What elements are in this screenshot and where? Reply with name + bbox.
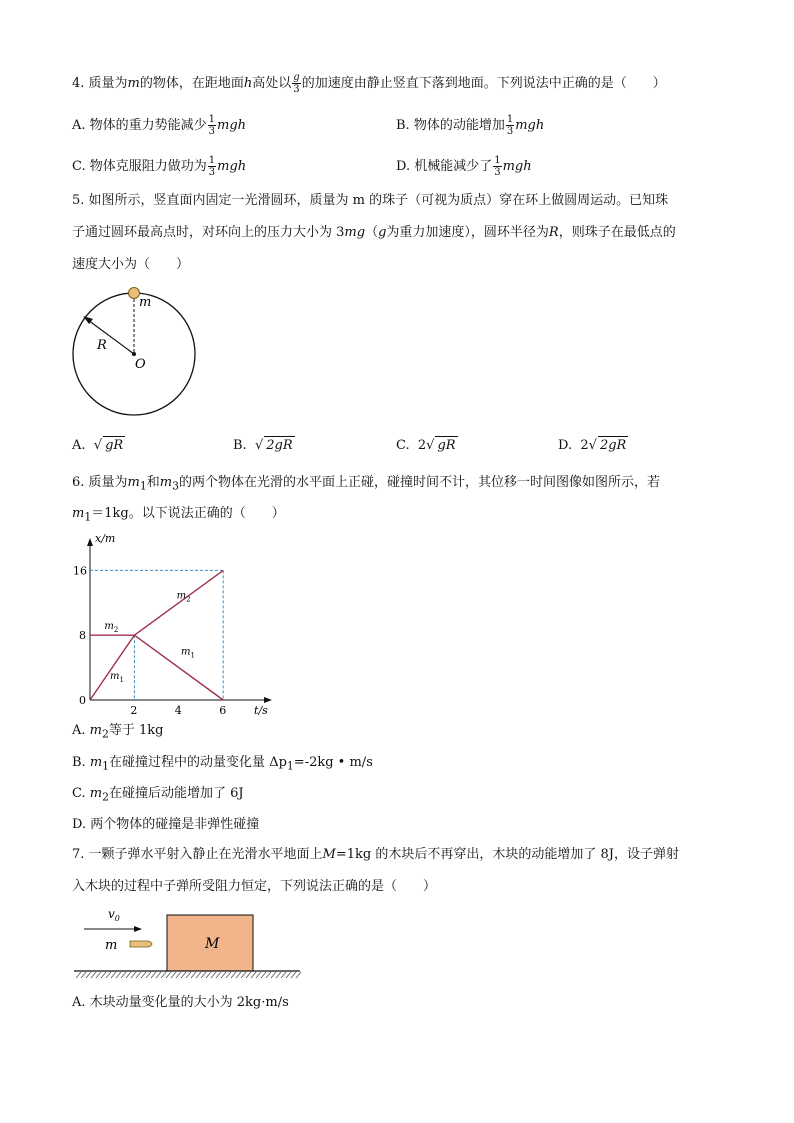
series-label-m2: $m_2$ (176, 590, 191, 604)
fraction-g-over-3: $\frac{g}{3}$ (293, 72, 300, 95)
hatch-stroke (186, 972, 191, 978)
radius-arrow (88, 320, 134, 354)
q7-stem-line1: 7. 一颗子弹水平射入静止在光滑水平地面上M=1kg 的木块后不再穿出，木块的动能增加了 8J，设子弹射 (72, 847, 679, 862)
q5-stem-line2: 子通过圆环最高点时，对环向上的压力大小为 3mg（g为重力加速度），圆环半径为R，则珠子在最低点的 (72, 225, 676, 240)
hatch-stroke (146, 972, 151, 978)
position-time-chart (72, 530, 282, 715)
series-label-m1: $m_1$ (109, 670, 124, 684)
q4-option-b[interactable]: B. 物体的动能增加 $\frac{1}{3}$ mgh (396, 114, 545, 137)
q5-option-a[interactable]: A. √ gR (72, 438, 124, 453)
bead (129, 288, 140, 299)
hatch-stroke (171, 972, 176, 978)
q5-stem-line3: 速度大小为（ ） (72, 257, 190, 272)
q6-stem-line2: $m_1=1kg$。以下说法正确的（ ） (72, 506, 285, 524)
q6-option-b[interactable]: B. $m_1$在碰撞过程中的动量变化量 $\Delta p_1=-2kg$ • m/s (72, 755, 373, 773)
q4-stem: 4. 质量为m的物体，在距地面h高处以 $\frac{g}{3}$ 的加速度由静止竖直下落到地面。下列说法中正确的是（ ） (72, 72, 666, 95)
hatch-stroke (126, 972, 131, 978)
hatch-stroke (201, 972, 206, 978)
block-label: M (205, 936, 220, 952)
hatch-stroke (216, 972, 221, 978)
q5-option-b[interactable]: B. √ 2gR (233, 438, 293, 453)
hatch-stroke (206, 972, 211, 978)
y-axis-arrowhead (87, 538, 93, 546)
hatch-stroke (236, 972, 241, 978)
hatch-stroke (96, 972, 101, 978)
hatch-stroke (251, 972, 256, 978)
hatch-stroke (211, 972, 216, 978)
hatch-stroke (296, 972, 301, 978)
bullet-block-figure (70, 904, 310, 980)
hatch-stroke (151, 972, 156, 978)
q4-option-a[interactable]: A. 物体的重力势能减少 $\frac{1}{3}$ mgh (72, 114, 247, 137)
x-tick-label: 0 (79, 694, 86, 707)
series-line-m1 (90, 635, 223, 700)
hatch-stroke (116, 972, 121, 978)
q6-option-d[interactable]: D. 两个物体的碰撞是非弹性碰撞 (72, 817, 260, 832)
ground-hatching (76, 972, 301, 978)
hatch-stroke (141, 972, 146, 978)
hatch-stroke (101, 972, 106, 978)
center-point (132, 352, 136, 356)
q6-option-c[interactable]: C. $m_2$在碰撞后动能增加了 6J (72, 786, 244, 804)
hatch-stroke (106, 972, 111, 978)
hatch-stroke (166, 972, 171, 978)
radius-label: R (97, 338, 107, 353)
hatch-stroke (261, 972, 266, 978)
hatch-stroke (76, 972, 81, 978)
hatch-stroke (226, 972, 231, 978)
q6-stem-line1: 6. 质量为$m_1$和$m_3$的两个物体在光滑的水平面上正碰，碰撞时间不计，其位移一时间图像如图所示，若 (72, 475, 661, 493)
hatch-stroke (86, 972, 91, 978)
hatch-stroke (291, 972, 296, 978)
bullet-label: m (105, 938, 118, 953)
hatch-stroke (241, 972, 246, 978)
hatch-stroke (271, 972, 276, 978)
x-tick-label: 6 (219, 704, 227, 715)
hatch-stroke (111, 972, 116, 978)
hatch-stroke (286, 972, 291, 978)
hatch-stroke (121, 972, 126, 978)
y-tick-label: 16 (73, 564, 87, 578)
hatch-stroke (136, 972, 141, 978)
q4-option-d[interactable]: D. 机械能减少了 $\frac{1}{3}$ mgh (396, 155, 532, 178)
y-tick-label: 8 (79, 629, 86, 643)
x-tick-label: 4 (174, 704, 182, 715)
x-tick-label: 2 (130, 704, 138, 715)
bullet (130, 941, 152, 947)
hatch-stroke (221, 972, 226, 978)
center-label: O (135, 357, 146, 372)
hatch-stroke (81, 972, 86, 978)
ring-figure (66, 284, 206, 420)
hatch-stroke (161, 972, 166, 978)
hatch-stroke (281, 972, 286, 978)
q5-option-c[interactable]: C. 2√ gR (396, 438, 456, 453)
hatch-stroke (181, 972, 186, 978)
hatch-stroke (91, 972, 96, 978)
y-axis-label: x/m (95, 532, 116, 545)
q7-option-a[interactable]: A. 木块动量变化量的大小为 2kg·m/s (72, 995, 289, 1010)
series-label-m2: $m_2$ (104, 621, 119, 635)
hatch-stroke (276, 972, 281, 978)
hatch-stroke (231, 972, 236, 978)
hatch-stroke (266, 972, 271, 978)
x-axis-arrowhead (264, 697, 272, 703)
q5-stem-line1: 5. 如图所示，竖直面内固定一光滑圆环，质量为 m 的珠子（可视为质点）穿在环上做圆周运动。已知珠 (72, 193, 669, 208)
q4-option-c[interactable]: C. 物体克服阻力做功为 $\frac{1}{3}$ mgh (72, 155, 247, 178)
hatch-stroke (156, 972, 161, 978)
hatch-stroke (256, 972, 261, 978)
hatch-stroke (176, 972, 181, 978)
velocity-label: $v_0$ (108, 907, 120, 923)
hatch-stroke (246, 972, 251, 978)
q6-option-a[interactable]: A. $m_2$等于 1kg (72, 723, 164, 741)
bead-label: m (139, 295, 152, 310)
velocity-arrowhead (134, 926, 142, 932)
q7-stem-line2: 入木块的过程中子弹所受阻力恒定，下列说法正确的是（ ） (72, 879, 437, 894)
hatch-stroke (131, 972, 136, 978)
series-label-m1: $m_1$ (181, 646, 195, 660)
q5-option-d[interactable]: D. 2√ 2gR (558, 438, 627, 453)
x-axis-label: t/s (254, 704, 268, 715)
hatch-stroke (196, 972, 201, 978)
hatch-stroke (191, 972, 196, 978)
